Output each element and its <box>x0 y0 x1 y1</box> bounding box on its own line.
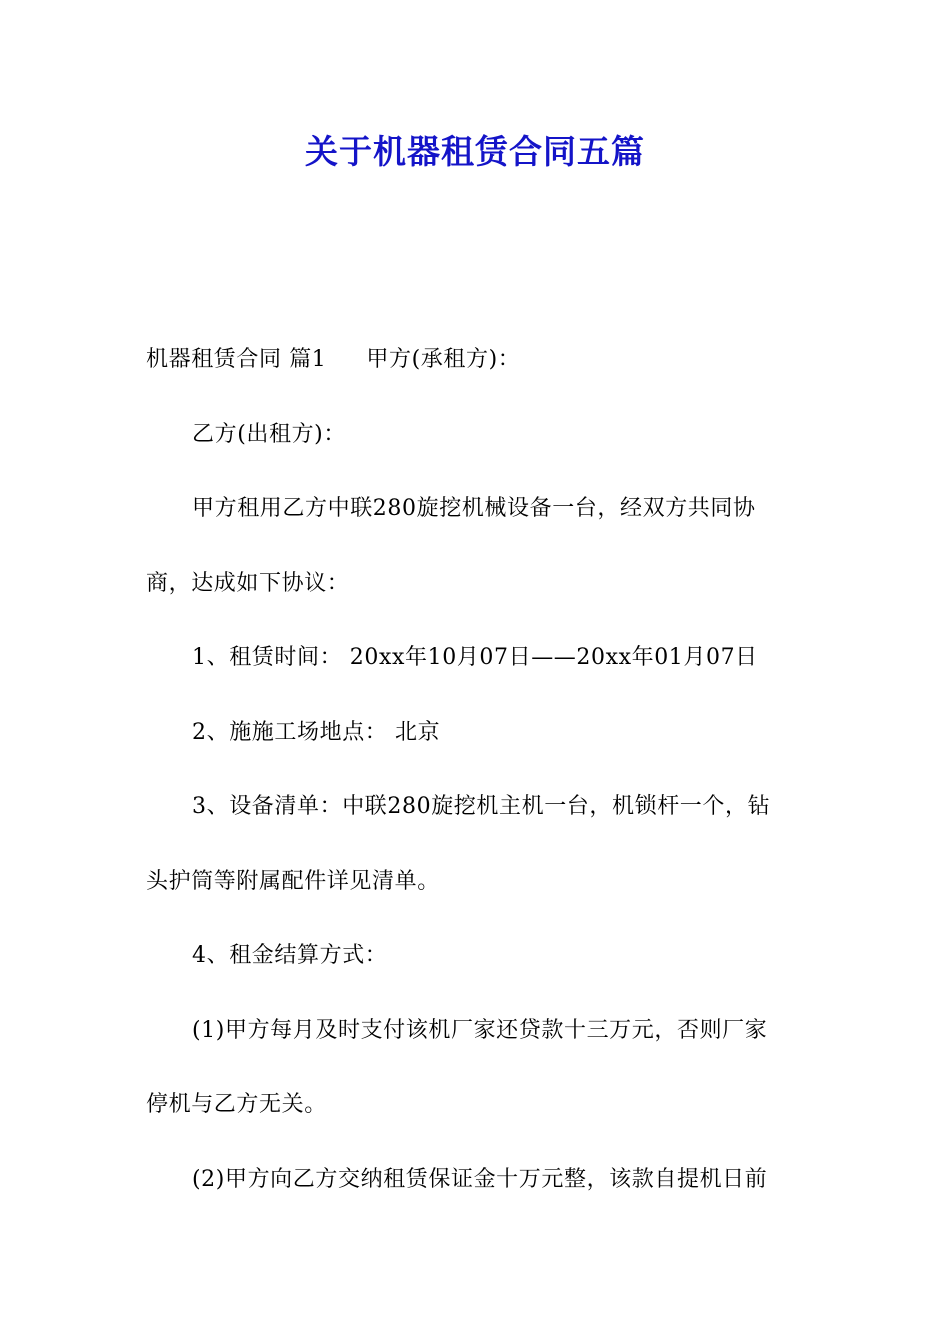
document-body <box>146 340 810 1234</box>
clause-payment-method: 4、租金结算方式： <box>192 943 388 968</box>
clause-equipment-list: 3、设备清单：中联280旋挖机主机一台，机锁杆一个，钻 <box>192 794 771 819</box>
document-title: 关于机器租赁合同五篇 <box>305 132 645 171</box>
contract-heading-line <box>146 340 810 415</box>
paragraph-line: 头护筒等附属配件详见清单。 <box>146 868 440 894</box>
contract-heading: 机器租赁合同 篇1 <box>146 347 327 372</box>
paragraph-line: 商，达成如下协议： <box>146 570 350 596</box>
paragraph-line: 甲方租用乙方中联280旋挖机械设备一台，经双方共同协 <box>192 496 756 521</box>
sub-clause-1: (1)甲方每月及时支付该机厂家还贷款十三万元，否则厂家 <box>192 1017 768 1043</box>
clause-site-location: 2、施施工场地点： 北京 <box>192 719 441 745</box>
clause-rental-period: 1、租赁时间： 20xx年10月07日——20xx年01月07日 <box>192 645 758 670</box>
sub-clause-2: (2)甲方向乙方交纳租赁保证金十万元整，该款自提机日前 <box>192 1166 768 1192</box>
party-b-label: 乙方(出租方)： <box>192 421 346 447</box>
paragraph-line: 停机与乙方无关。 <box>146 1092 327 1117</box>
party-a-label: 甲方(承租方)： <box>366 347 521 372</box>
